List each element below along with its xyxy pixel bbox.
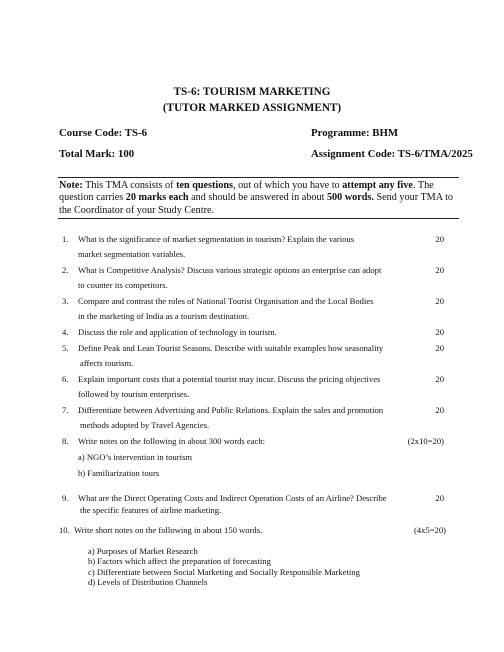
question-text-cont: in the marketing of India as a tourism destination. <box>78 311 250 321</box>
question-number: 7. <box>62 405 69 415</box>
question-text: What is the significance of market segmentation in tourism? Explain the various <box>78 234 355 244</box>
programme: Programme: BHM <box>311 127 399 139</box>
sub-item: b) Factors which affect the preparation of forecasting <box>88 556 271 566</box>
question-marks: 20 <box>435 374 444 384</box>
note-top-rule <box>58 177 459 178</box>
note-bold-1: ten questions <box>176 180 233 191</box>
question-text-cont: the specific features of airline marketing. <box>80 505 222 515</box>
question-text-cont: followed by tourism enterprises. <box>78 389 190 399</box>
question-marks: 20 <box>435 493 444 503</box>
sub-item: d) Levels of Distribution Channels <box>88 577 208 587</box>
question-number: 8. <box>62 436 69 446</box>
sub-item: a) NGO’s intervention in tourism <box>78 452 193 462</box>
total-mark: Total Mark: 100 <box>59 148 135 160</box>
question-text: Compare and contrast the roles of National Tourist Organisation and the Local Bodies <box>78 296 374 306</box>
document-subtitle: (TUTOR MARKED ASSIGNMENT) <box>162 102 342 114</box>
assignment-code: Assignment Code: TS-6/TMA/2025 <box>311 148 473 160</box>
course-code: Course Code: TS-6 <box>59 127 147 139</box>
question-text: What is Competitive Analysis? Discuss various strategic options an enterprise can adopt <box>78 265 382 275</box>
question-text-cont: methods adopted by Travel Agencies. <box>80 420 210 430</box>
question-text: Write short notes on the following in about 150 words. <box>74 525 263 535</box>
sub-item: c) Differentiate between Social Marketing and Socially Responsible Marketing <box>88 567 360 577</box>
question-text: Differentiate between Advertising and Public Relations. Explain the sales and promotion <box>78 405 384 415</box>
note-text-4: and should be answered in about <box>188 192 327 204</box>
note-bold-3: 20 marks each <box>125 192 189 204</box>
question-number: 4. <box>62 327 69 337</box>
note-text-2: , out of which you have to <box>232 180 343 191</box>
question-text: Discuss the role and application of technology in tourism. <box>78 327 277 337</box>
question-marks: 20 <box>435 296 444 306</box>
question-number: 2. <box>62 265 69 275</box>
question-text-cont: to counter its competitors. <box>78 280 168 290</box>
note-text-5: Send your TMA to the Coordinator of your Study Centre. <box>59 192 453 216</box>
note-bold-4: 500 words. <box>326 192 374 204</box>
document-title: TS-6: TOURISM MARKETING <box>173 86 331 98</box>
question-number: 3. <box>62 296 69 306</box>
question-marks: 20 <box>435 343 444 353</box>
question-text: Explain important costs that a potential tourist may incur. Discuss the pricing objectives <box>78 374 381 384</box>
question-text-cont: affects tourism. <box>80 358 134 368</box>
sub-item: a) Purposes of Market Research <box>88 546 198 556</box>
question-marks: (2x10=20) <box>407 436 444 446</box>
question-number: 5. <box>62 343 69 353</box>
question-number: 10. <box>59 525 70 535</box>
question-marks: 20 <box>435 405 444 415</box>
question-text: Write notes on the following in about 300 words each: <box>78 436 266 446</box>
note-text-3: . The question carries <box>59 180 434 204</box>
question-number: 1. <box>62 234 69 244</box>
question-number: 9. <box>62 493 69 503</box>
sub-item: b) Familiarization tours <box>78 468 160 478</box>
note-label: Note: <box>59 180 83 191</box>
question-number: 6. <box>62 374 69 384</box>
question-marks: 20 <box>435 234 444 244</box>
note-bold-2: attempt any five <box>342 180 413 191</box>
question-marks: 20 <box>435 327 444 337</box>
question-text: What are the Direct Operating Costs and Indirect Operation Costs of an Airline? Describe <box>78 493 387 503</box>
question-text: Define Peak and Lean Tourist Seasons. Describe with suitable examples how seasonality <box>78 343 384 353</box>
note-block <box>59 180 459 217</box>
note-text-1: This TMA consists of <box>82 180 177 191</box>
question-marks: 20 <box>435 265 444 275</box>
question-marks: (4x5=20) <box>413 525 446 535</box>
note-bottom-rule <box>58 218 459 219</box>
question-text-cont: market segmentation variables. <box>78 249 186 259</box>
